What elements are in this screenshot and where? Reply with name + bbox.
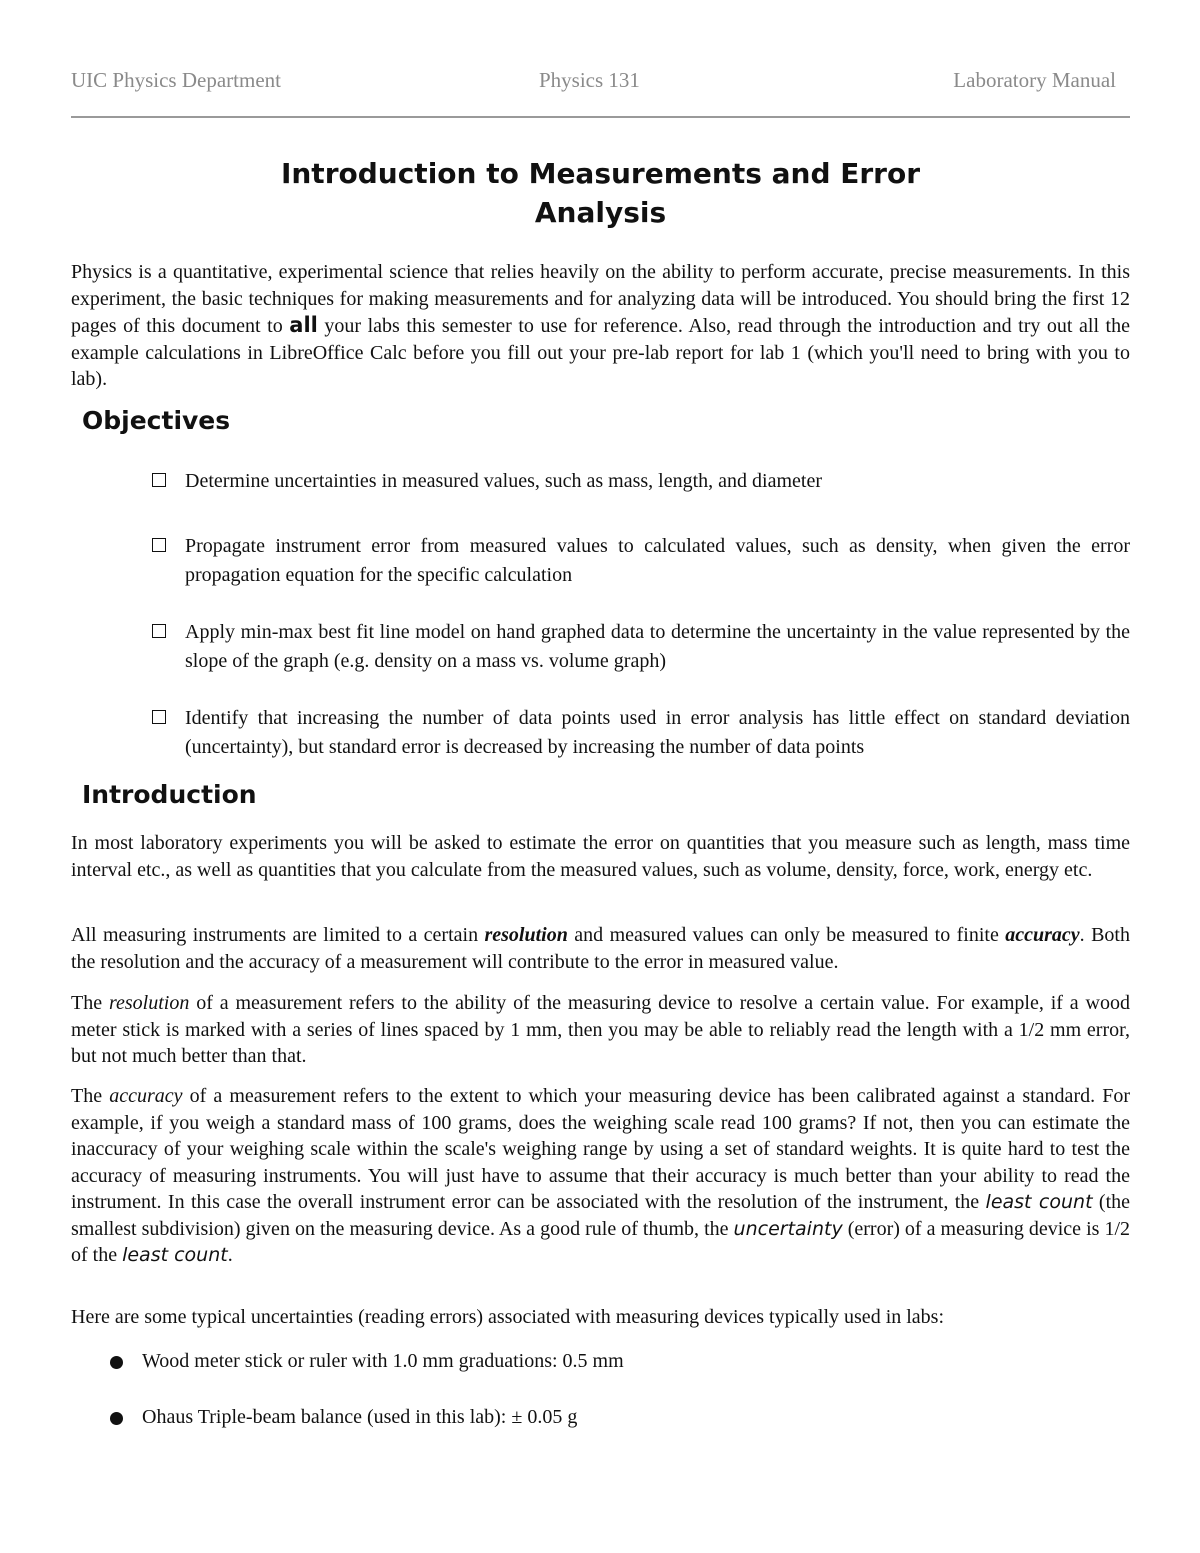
intro-p4: The accuracy of a measurement refers to the extent to which your measuring device has been calibrated against a standard. For example, if you weigh a standard mass of 100 grams, does the weighing scale read 100 grams? If not, then you can estimate the inaccuracy of your weighing scale within the scale's weighing range by using a set of standard weights. It is quite hard to test the accuracy of measuring instruments. You will just have to assume that their accuracy is much better than your ability to read the instrument. In this case the overall instrument error can be associated with the resolution of the instrument, the least count (the smallest subdivision) given on the measuring device. As a good rule of thumb, the uncertainty (error) of a measuring device is 1/2 of the least count.: [71, 1085, 1131, 1266]
term-least-count: least count: [985, 1191, 1093, 1213]
title-line-1: Introduction to Measurements and Error: [280, 157, 921, 190]
checkbox-icon: [152, 538, 166, 552]
checkbox-icon: [152, 624, 166, 638]
title-line-2: Analysis: [534, 196, 667, 229]
header-course: Physics 131: [539, 68, 640, 92]
page-title: [71, 154, 1130, 232]
intro-p1: In most laboratory experiments you will be asked to estimate the error on quantities that you measure such as length, mass time interval etc., as well as quantities that you calculate from the measured values, such as volume, density, force, work, energy etc.: [71, 832, 1130, 881]
term-uncertainty: uncertainty: [733, 1217, 843, 1240]
introduction-heading: Introduction: [82, 780, 257, 809]
bullet-icon: [110, 1356, 123, 1369]
bullet-icon: [110, 1412, 123, 1425]
term-accuracy: accuracy: [1005, 924, 1080, 946]
intro-paragraph: Physics is a quantitative, experimental science that relies heavily on the ability to perform accurate, precise measurements. In this experiment, the basic techniques for making measurements and for analyzing data will be introduced. You should bring the first 12 pages of this document to all your labs this semester to use for reference. Also, read through the introduction and try out all the example calculations in LibreOffice Calc before you fill out your pre-lab report for lab 1 (which you'll need to bring with you to lab).: [71, 261, 1130, 390]
emphasis-all: all: [289, 313, 318, 337]
intro-p3: The resolution of a measurement refers to the ability of the measuring device to resolve a certain value. For example, if a wood meter stick is marked with a series of lines spaced by 1 mm, then you may be able to reliably read the length with a 1/2 mm error, but not much better than that.: [71, 992, 1131, 1067]
page-header: [71, 68, 1130, 100]
header-manual: Laboratory Manual: [953, 68, 1116, 92]
intro-p5: Here are some typical uncertainties (reading errors) associated with measuring devices typically used in labs:: [71, 1306, 945, 1328]
checkbox-icon: [152, 473, 166, 487]
term-least-count: least count: [122, 1244, 228, 1266]
header-department: UIC Physics Department: [71, 68, 281, 92]
term-resolution: resolution: [484, 924, 568, 946]
checkbox-icon: [152, 710, 166, 724]
intro-p2: All measuring instruments are limited to a certain resolution and measured values can only be measured to finite accuracy. Both the resolution and the accuracy of a measurement will contribute to the error in measured value.: [71, 924, 1130, 973]
objectives-heading: Objectives: [82, 406, 231, 435]
header-divider: [71, 116, 1130, 118]
